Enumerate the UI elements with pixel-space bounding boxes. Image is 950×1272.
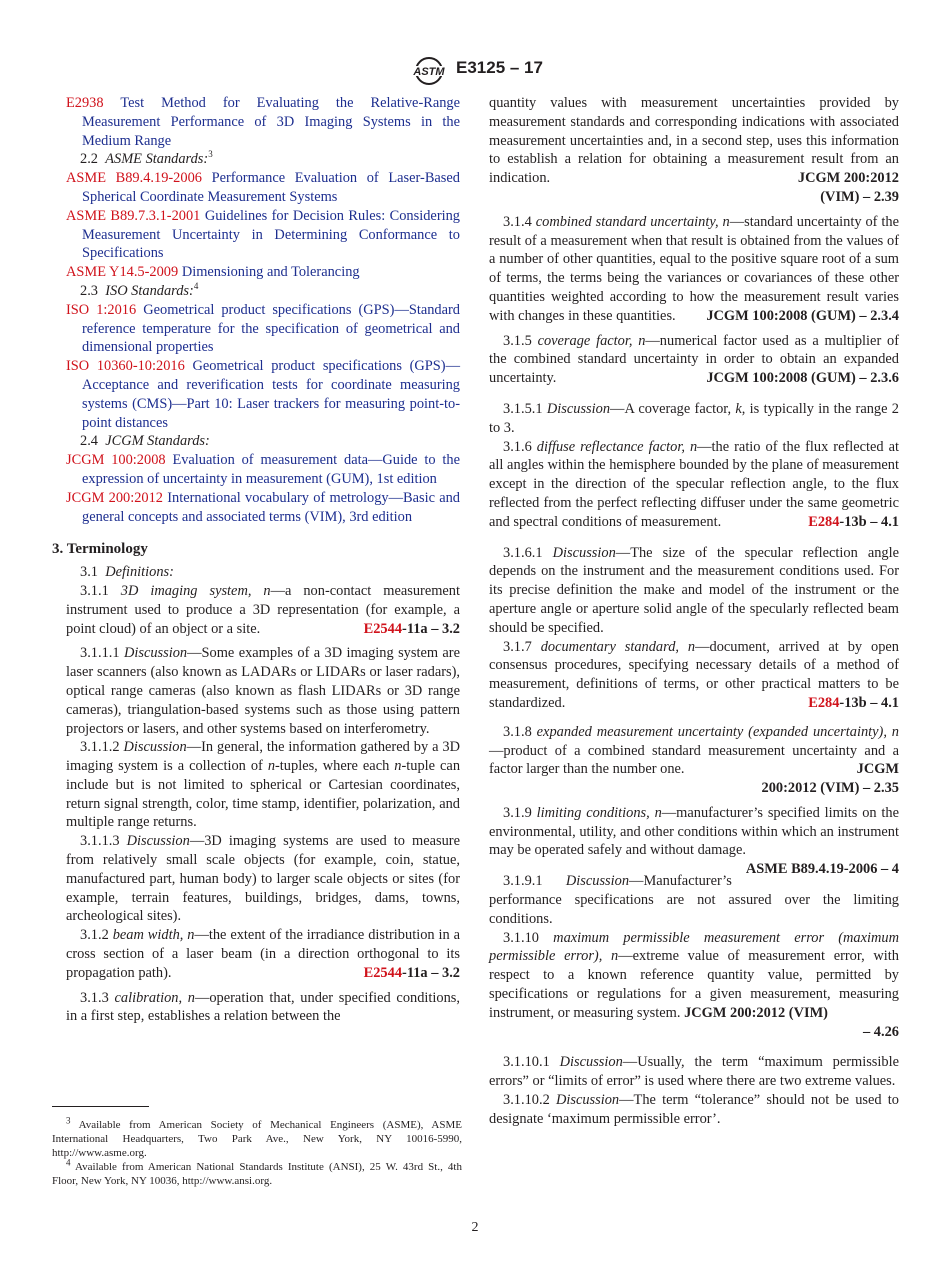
source-link[interactable]: E2544 bbox=[363, 964, 403, 981]
reference-jcgm-200[interactable]: JCGM 200:2012 International vocabulary of metrology—Basic and general concepts and associated terms (VIM), 3rd edition bbox=[66, 489, 460, 525]
reference-jcgm-100[interactable]: JCGM 100:2008 Evaluation of measurement data—Guide to the expression of uncertainty in measurement (GUM), 1st edition bbox=[66, 452, 460, 487]
term-documentary-standard: 3.1.7 documentary standard, n—document, arrived at by open consensus procedures, specifying necessary details of a method of measurement, definitions of terms, or other practical matters to be standardized. E284-13b – 4.1 bbox=[489, 638, 900, 711]
right-column bbox=[489, 94, 899, 1129]
discussion-3-1-1-1: 3.1.1.1 Discussion—Some examples of a 3D imaging system are laser scanners (also known as LADARs or LIDARs or laser radars), optical range cameras (also known as flash LIDARs or 3D range cameras), triangulation-based systems such as those using pattern projectors or lasers, and other systems based on interferometry. bbox=[66, 645, 460, 737]
source-citation: 200:2012 (VIM) – 2.35 bbox=[761, 780, 899, 797]
document-designation: E3125 – 17 bbox=[456, 58, 543, 77]
section-2-2-heading: 2.2 ASME Standards:$^3$ bbox=[80, 149, 213, 168]
reference-code: E2938 bbox=[66, 95, 104, 111]
footnote-divider bbox=[52, 1106, 149, 1107]
page-header bbox=[0, 56, 950, 88]
discussion-3-1-6-1: 3.1.6.1 Discussion—The size of the specular reflection angle depends on the instrument and the measurement conditions used. For its precise definition the make and model of the instrument or the aperture angle or aperture solid angle of the specularly reflected beam should be specified. bbox=[489, 544, 899, 636]
discussion-3-1-10-1: 3.1.10.1 Discussion—Usually, the term “maximum permissible errors” or “limits of error” is used where there are two extreme values. bbox=[489, 1054, 899, 1090]
definitions-heading: 3.1 Definitions: bbox=[80, 564, 174, 581]
source-link[interactable]: E284 bbox=[808, 513, 840, 530]
term-calibration-continued: quantity values with measurement uncertainties provided by measurement standards and corresponding indications with associated measurement uncertainties and, in a second step, uses this information to establish a relation for obtaining a measurement result from an indication. JCGM 200:2012 bbox=[489, 95, 899, 187]
reference-asme-y14-5[interactable]: ASME Y14.5-2009 Dimensioning and Tolerancing bbox=[66, 264, 360, 281]
footnote-3: $^3$ Available from American Society of Mechanical Engineers (ASME), ASME International Headquarters, Two Park Ave., New York, NY 10016-5990, http://www.asme.org. bbox=[52, 1115, 462, 1159]
footnotes bbox=[52, 1115, 462, 1188]
reference-iso-1[interactable]: ISO 1:2016 Geometrical product specifications (GPS)—Standard reference temperature for the specification of geometrical and dimensional properties bbox=[66, 301, 460, 356]
reference-iso-10360-10[interactable]: ISO 10360-10:2016 Geometrical product specifications (GPS)—Acceptance and reverification tests for coordinate measuring systems (CMS)—Part 10: Laser trackers for measuring point-to-point distances bbox=[66, 358, 460, 431]
term-calibration: 3.1.3 calibration, n—operation that, under specified conditions, in a first step, establishes a relation between the bbox=[66, 989, 460, 1025]
astm-logo-icon bbox=[409, 56, 449, 86]
section-2-3-heading: 2.3 ISO Standards:$^4$ bbox=[80, 281, 199, 299]
reference-e2938[interactable] bbox=[66, 94, 460, 150]
source-citation: (VIM) – 2.39 bbox=[820, 188, 899, 205]
reference-asme-b89-4-19[interactable]: ASME B89.4.19-2006 Performance Evaluation of Laser-Based Spherical Coordinate Measurement Systems bbox=[66, 170, 460, 205]
astm-logo-text: ASTM bbox=[413, 66, 445, 78]
term-maximum-permissible-error: 3.1.10 maximum permissible measurement error (maximum permissible error), n—extreme value of measurement error, with respect to a known reference quantity value, permitted by specifications or regulations for a given measurement, measuring instrument, or measuring system. JCGM 200:2012 (VIM) bbox=[489, 929, 900, 1021]
section-3-heading: 3. Terminology bbox=[52, 541, 148, 558]
term-3d-imaging-system: 3.1.1 3D imaging system, n—a non-contact measurement instrument used to produce a 3D representation (for example, a point cloud) of an object or a site. E2544-11a – 3.2 bbox=[66, 582, 460, 637]
term-limiting-conditions: 3.1.9 limiting conditions, n—manufacturer’s specified limits on the environmental, utility, and other conditions within which an instrument may be operated safely and without damage. ASME B89.4.19-2006 – 4 bbox=[489, 804, 899, 878]
term-expanded-measurement-uncertainty: 3.1.8 expanded measurement uncertainty (expanded uncertainty), n—product of a combined standard measurement uncertainty and a factor larger than the number one. JCGM bbox=[489, 723, 899, 778]
source-citation: – 4.26 bbox=[863, 1023, 899, 1040]
discussion-3-1-1-3: 3.1.1.3 Discussion—3D imaging systems are used to measure from relatively small scale objects (for example, coin, statue, manufactured part, human body) to larger scale objects or sites (for example, terrain features, buildings, bridges, dams, towns, archeological sites). bbox=[66, 833, 460, 925]
discussion-3-1-9-1: 3.1.9.1 Discussion—Manufacturer’s performance specifications are not assured over the limiting conditions. bbox=[489, 873, 899, 927]
discussion-3-1-1-2: 3.1.1.2 Discussion—In general, the information gathered by a 3D imaging system is a collection of n-tuples, where each n-tuple can include but is not limited to spherical or Cartesian coordinates, return signal strength, color, time stamp, identifier, polarization, and multiple range returns. bbox=[66, 739, 461, 831]
term-diffuse-reflectance-factor: 3.1.6 diffuse reflectance factor, n—the ratio of the flux reflected at all angles within the hemisphere bounded by the plane of measurement except in the direction of the specular reflection angle, to the flux reflected from the perfect reflecting diffuser under the same geometric and spectral conditions of measurement. E284-13b – 4.1 bbox=[489, 438, 900, 530]
term-combined-standard-uncertainty: 3.1.4 combined standard uncertainty, n—standard uncertainty of the result of a measurement when that result is obtained from the values of a number of other quantities, equal to the positive square root of a sum of terms, the terms being the variances or covariances of these other quantities weighted according to how the measurement result varies with changes in these quantities. JCGM 100:2008 (GUM) – 2.3.4 bbox=[489, 213, 899, 324]
source-link[interactable]: E284 bbox=[808, 694, 840, 711]
section-2-4-heading: 2.4 JCGM Standards: bbox=[80, 433, 210, 450]
reference-asme-b89-7-3-1[interactable]: ASME B89.7.3.1-2001 Guidelines for Decision Rules: Considering Measurement Uncertainty in Determining Conformance to Specifications bbox=[66, 207, 460, 262]
footnote-mark: 3 bbox=[208, 149, 213, 160]
term-coverage-factor: 3.1.5 coverage factor, n—numerical factor used as a multiplier of the combined standard uncertainty in order to obtain an expanded uncertainty. JCGM 100:2008 (GUM) – 2.3.6 bbox=[489, 332, 899, 387]
footnote-mark: 4 bbox=[193, 281, 199, 292]
discussion-3-1-5-1: 3.1.5.1 Discussion—A coverage factor, k, is typically in the range 2 to 3. bbox=[489, 400, 899, 436]
page-number: 2 bbox=[471, 1220, 479, 1235]
source-link[interactable]: E2544 bbox=[363, 620, 403, 637]
term-beam-width: 3.1.2 beam width, n—the extent of the irradiance distribution in a cross section of a laser beam (in a direction orthogonal to its propagation path). E2544-11a – 3.2 bbox=[66, 927, 460, 981]
reference-title: Test Method for Evaluating the Relative-Range Measurement Performance of 3D Imaging Systems in the Medium Range bbox=[82, 95, 460, 149]
discussion-3-1-10-2: 3.1.10.2 Discussion—The term “tolerance” should not be used to designate ‘maximum permissible error’. bbox=[489, 1092, 899, 1127]
footnote-4: $^4$ Available from American National Standards Institute (ANSI), 25 W. 43rd St., 4th Floor, New York, NY 10036, http://www.ansi.org. bbox=[52, 1157, 462, 1187]
left-column bbox=[52, 94, 461, 1026]
